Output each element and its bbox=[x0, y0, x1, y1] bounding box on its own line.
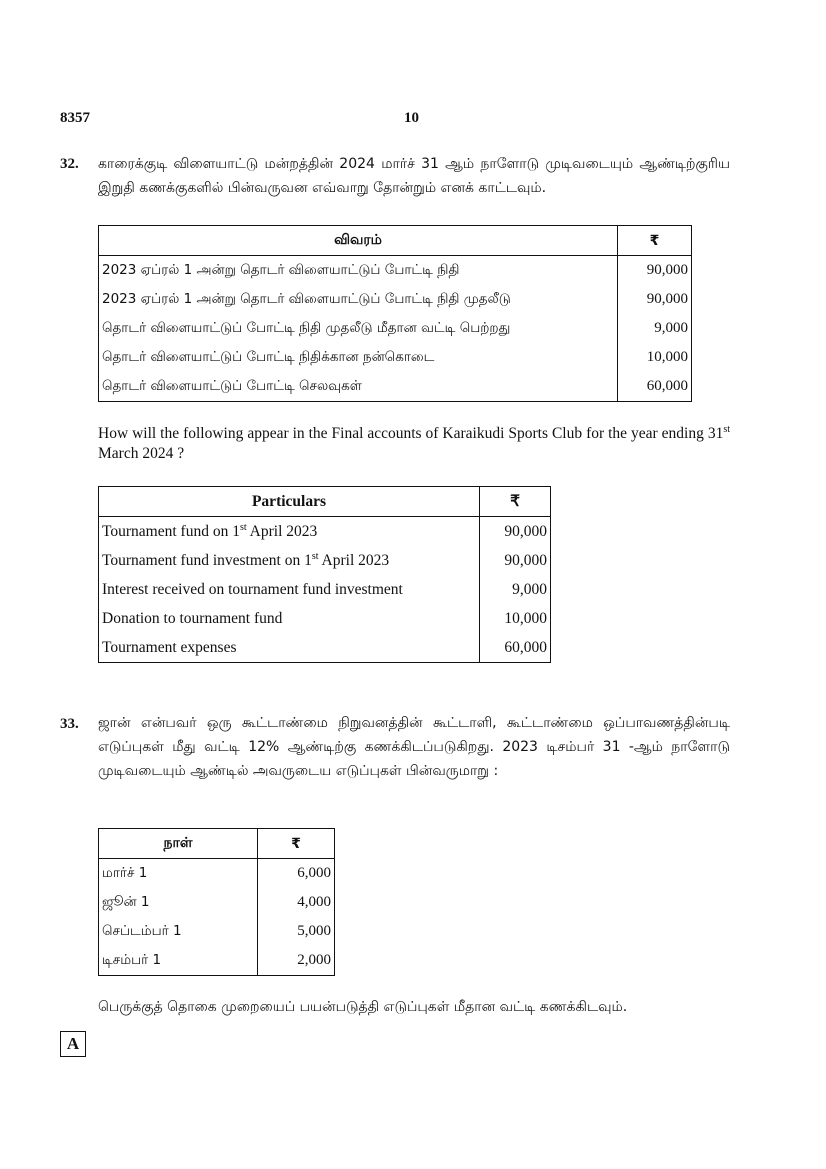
tamil-row-label: தொடர் விளையாட்டுப் போட்டி நிதிக்கான நன்கொடை bbox=[99, 343, 618, 372]
table-row bbox=[99, 633, 551, 663]
tamil-row-label: 2023 ஏப்ரல் 1 அன்று தொடர் விளையாட்டுப் போட்டி நிதி bbox=[99, 256, 618, 286]
tamil-row-amount: 90,000 bbox=[618, 285, 692, 314]
table-row bbox=[99, 859, 335, 889]
table-row bbox=[99, 372, 692, 402]
table-row bbox=[99, 604, 551, 633]
table-row bbox=[99, 575, 551, 604]
table-row bbox=[99, 917, 335, 946]
tamil-header-rupee: ₹ bbox=[618, 226, 692, 256]
english-row-label: Tournament fund investment on 1st April 2023 bbox=[99, 546, 480, 575]
english-row-label: Interest received on tournament fund investment bbox=[99, 575, 480, 604]
drawings-row-amount: 4,000 bbox=[258, 888, 335, 917]
q32-english-table bbox=[98, 486, 551, 663]
english-row-amount: 9,000 bbox=[480, 575, 551, 604]
table-row bbox=[99, 343, 692, 372]
english-row-amount: 60,000 bbox=[480, 633, 551, 663]
tamil-row-label: தொடர் விளையாட்டுப் போட்டி செலவுகள் bbox=[99, 372, 618, 402]
drawings-row-amount: 5,000 bbox=[258, 917, 335, 946]
english-row-amount: 90,000 bbox=[480, 517, 551, 547]
tamil-row-label: தொடர் விளையாட்டுப் போட்டி நிதி முதலீடு மீதான வட்டி பெற்றது bbox=[99, 314, 618, 343]
q32-tamil-question: காரைக்குடி விளையாட்டு மன்றத்தின் 2024 மார்ச் 31 ஆம் நாளோடு முடிவடையும் ஆண்டிற்குரிய இறுதி கணக்குகளில் பின்வருவன எவ்வாறு தோன்றும் எனக் காட்டவும். bbox=[98, 156, 730, 196]
drawings-row-date: டிசம்பர் 1 bbox=[99, 946, 258, 976]
page-number: 10 bbox=[404, 110, 419, 126]
drawings-row-amount: 2,000 bbox=[258, 946, 335, 976]
english-row-label: Tournament fund on 1st April 2023 bbox=[99, 517, 480, 547]
table-row bbox=[99, 517, 551, 547]
english-row-label: Tournament expenses bbox=[99, 633, 480, 663]
question-number-33: 33. bbox=[60, 716, 79, 732]
english-header-rupee: ₹ bbox=[480, 487, 551, 517]
tamil-row-amount: 90,000 bbox=[618, 256, 692, 286]
tamil-row-amount: 10,000 bbox=[618, 343, 692, 372]
q33-instruction: பெருக்குத் தொகை முறையைப் பயன்படுத்தி எடுப்புகள் மீதான வட்டி கணக்கிடவும். bbox=[98, 999, 628, 1015]
q32-tamil-table bbox=[98, 225, 692, 402]
booklet-version-box: A bbox=[60, 1031, 86, 1057]
question-number-32: 32. bbox=[60, 156, 79, 172]
table-row bbox=[99, 314, 692, 343]
table-row bbox=[99, 256, 692, 286]
drawings-row-amount: 6,000 bbox=[258, 859, 335, 889]
tamil-row-amount: 9,000 bbox=[618, 314, 692, 343]
table-row bbox=[99, 285, 692, 314]
drawings-row-date: மார்ச் 1 bbox=[99, 859, 258, 889]
table-row bbox=[99, 946, 335, 976]
drawings-row-date: செப்டம்பர் 1 bbox=[99, 917, 258, 946]
tamil-row-label: 2023 ஏப்ரல் 1 அன்று தொடர் விளையாட்டுப் போட்டி நிதி முதலீடு bbox=[99, 285, 618, 314]
q33-tamil-question: ஜான் என்பவர் ஒரு கூட்டாண்மை நிறுவனத்தின் கூட்டாளி, கூட்டாண்மை ஒப்பாவணத்தின்படி எடுப்புகள் மீது வட்டி 12% ஆண்டிற்கு கணக்கிடப்படுகிறது. 2023 டிசம்பர் 31 -ஆம் நாளோடு முடிவடையும் ஆண்டில் அவருடைய எடுப்புகள் பின்வருமாறு : bbox=[98, 715, 730, 779]
drawings-row-date: ஜூன் 1 bbox=[99, 888, 258, 917]
english-row-amount: 90,000 bbox=[480, 546, 551, 575]
tamil-row-amount: 60,000 bbox=[618, 372, 692, 402]
drawings-header-rupee: ₹ bbox=[258, 829, 335, 859]
table-row bbox=[99, 888, 335, 917]
english-row-label: Donation to tournament fund bbox=[99, 604, 480, 633]
table-row bbox=[99, 546, 551, 575]
q33-drawings-table bbox=[98, 828, 335, 976]
tamil-header-particulars: விவரம் bbox=[99, 226, 618, 256]
paper-code: 8357 bbox=[60, 110, 90, 126]
english-row-amount: 10,000 bbox=[480, 604, 551, 633]
q32-english-question: How will the following appear in the Final accounts of Karaikudi Sports Club for the year ending 31st March 2024 ? bbox=[98, 423, 730, 462]
english-header-particulars: Particulars bbox=[99, 487, 480, 517]
drawings-header-date: நாள் bbox=[99, 829, 258, 859]
